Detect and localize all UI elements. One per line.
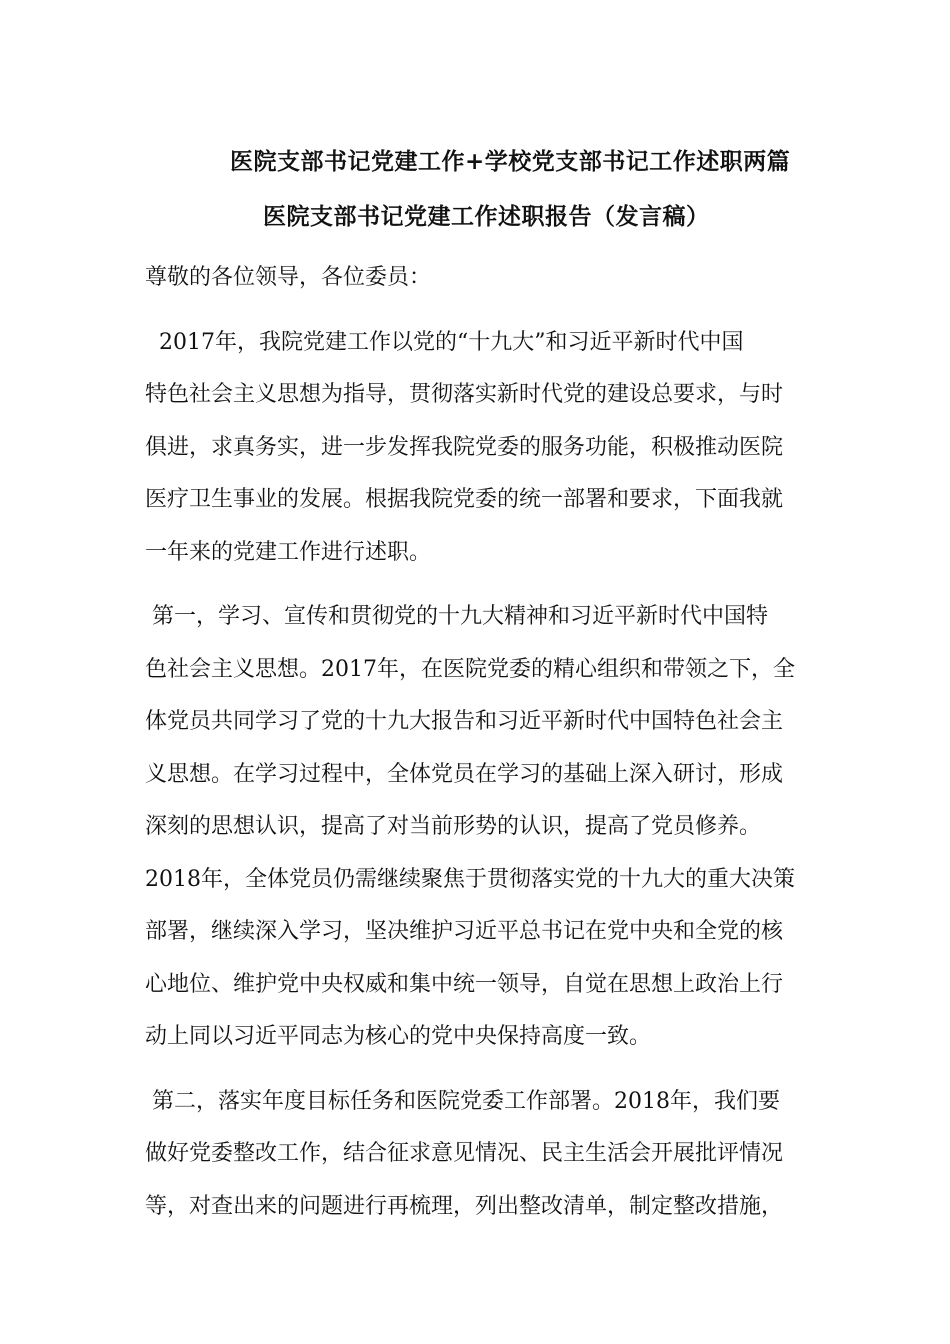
text-line: 做好党委整改工作，结合征求意见情况、民主生活会开展批评情况 (145, 1141, 784, 1166)
paragraph-intro (145, 317, 815, 580)
text-line: 第二，落实年度目标任务和医院党委工作部署。2018年，我们要 (145, 1088, 780, 1114)
text-line: 心地位、维护党中央权威和集中统一领导，自觉在思想上政治上行 (145, 971, 784, 997)
document-subtitle: 医院支部书记党建工作述职报告（发言稿） (263, 203, 710, 230)
paragraph-first (145, 591, 815, 1064)
salutation (145, 252, 815, 305)
text-line: 体党员共同学习了党的十九大报告和习近平新时代中国特色社会主 (145, 709, 784, 734)
text-line: 义思想。在学习过程中，全体党员在学习的基础上深入研讨，形成 (145, 761, 784, 787)
text-line: 2018年，全体党员仍需继续聚焦于贯彻落实党的十九大的重大决策 (145, 866, 795, 892)
text-line: 一年来的党建工作进行述职。 (145, 539, 432, 565)
text-line: 第一，学习、宣传和贯彻党的十九大精神和习近平新时代中国特 (145, 604, 768, 629)
text-line: 深刻的思想认识，提高了对当前形势的认识，提高了党员修养。 (145, 814, 762, 839)
text-line: 2017年，我院党建工作以党的“十九大”和习近平新时代中国 (145, 329, 744, 355)
document-title: 医院支部书记党建工作+学校党支部书记工作述职两篇 (230, 148, 791, 175)
text-line: 特色社会主义思想为指导，贯彻落实新时代党的建设总要求，与时 (145, 382, 784, 407)
text-line: 俱进，求真务实，进一步发挥我院党委的服务功能，积极推动医院 (145, 434, 784, 460)
paragraph-second (145, 1076, 815, 1234)
text-line: 等，对查出来的问题进行再梳理，列出整改清单，制定整改措施， (145, 1193, 784, 1219)
document-body (145, 252, 815, 1233)
text-line: 色社会主义思想。2017年，在医院党委的精心组织和带领之下，全 (145, 656, 795, 682)
text-line: 动上同以习近平同志为核心的党中央保持高度一致。 (145, 1024, 652, 1049)
text-line: 部署，继续深入学习，坚决维护习近平总书记在党中央和全党的核 (145, 919, 784, 944)
text-line: 医疗卫生事业的发展。根据我院党委的统一部署和要求，下面我就 (145, 487, 784, 512)
text-line: 尊敬的各位领导，各位委员： (145, 265, 432, 290)
